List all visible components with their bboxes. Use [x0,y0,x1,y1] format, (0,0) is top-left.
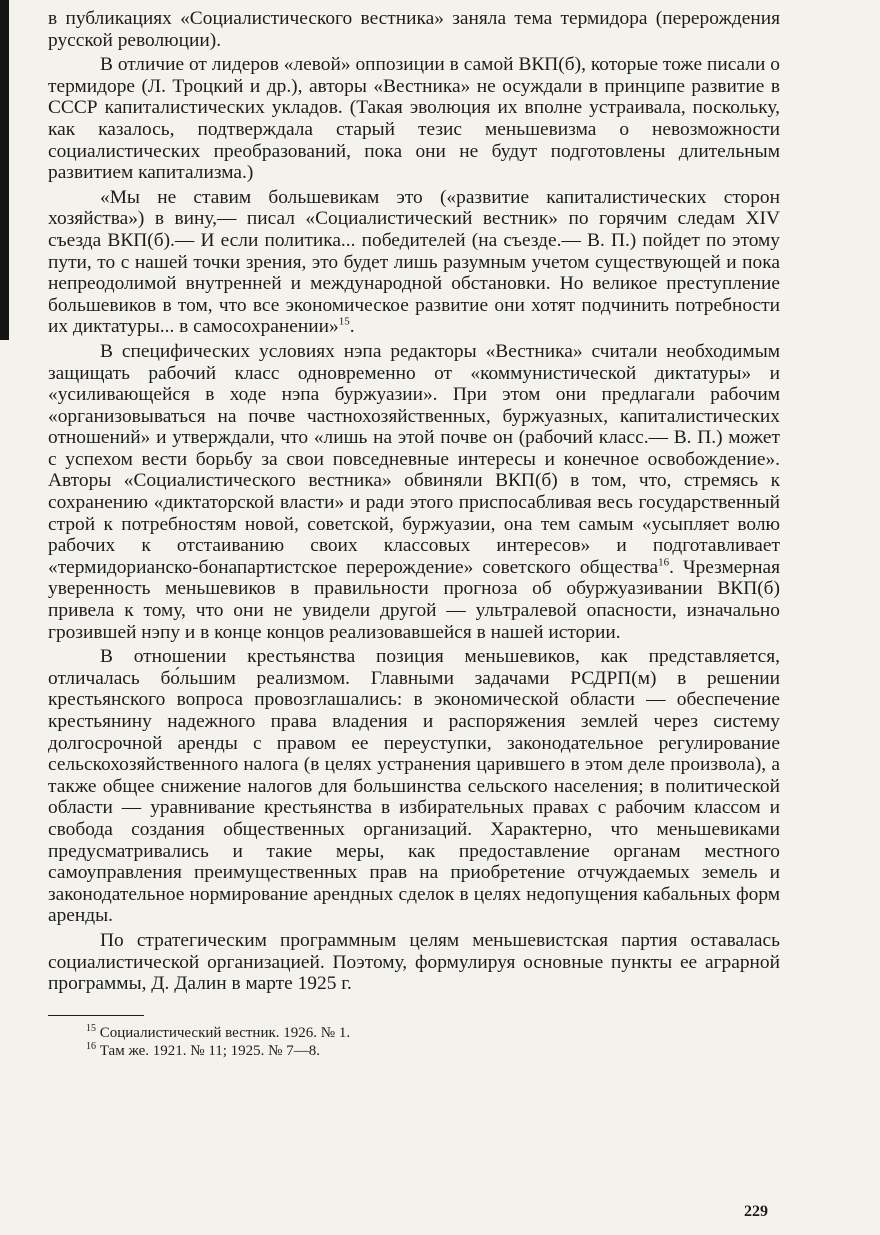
footnote-divider [48,1015,144,1016]
paragraph-text-continued: . Чрезмерная уверенность меньшевиков в правильности прогноза об обуржуазивании ВКП(б) привела к тому, что они не увидели другой — ультралевой опасности, изначально грозившей нэпу и в конце концов реализовавшейся в нашей истории. [48,556,780,643]
document-page [48,8,780,1060]
paragraph-text: «Мы не ставим большевикам это («развитие капиталистических сторон хозяйства») в вину,— писал «Социалистический вестник» по горячим следам XIV съезда ВКП(б).— И если политика... победителей (на съезде.— В. П.) пойдет по этому пути, то с нашей точки зрения, это будет лишь разумным учетом существующей и пока непреодолимой внутренней и международной обстановки. Но великое преступление большевиков в том, что все экономическое развитие они хотят подчинить потребности их диктатуры... в самосохранении» [48,186,780,338]
footnote-mark: 15 [86,1022,96,1034]
paragraph: в публикациях «Социалистического вестника» заняла тема термидора (перерождения русской революции). [48,8,780,51]
body-text [48,8,780,995]
paragraph-text: В специфических условиях нэпа редакторы «Вестника» считали необходимым защищать рабочий класс одновременно от «коммунистической диктатуры» и «усиливающейся в ходе нэпа буржуазии». При этом они предлагали рабочим «организовываться на почве частнохозяйственных, буржуазных, капиталистических отношений» и утверждали, что «лишь на этой почве он (рабочий класс.— В. П.) может с успехом вести борьбу за свои повседневные интересы и конечное освобождение». Авторы «Социалистического вестника» обвиняли ВКП(б) в том, что, стремясь к сохранению «диктаторской власти» и ради этого приспосабливая весь государственный строй к потребностям новой, советской, буржуазии, она тем самым «усыпляет волю рабочих к отстаиванию своих классовых интересов» и подготавливает «термидорианско-бонапартистское перерождение» советского общества [48,340,780,578]
footnotes [48,1024,780,1060]
paragraph: «Мы не ставим большевикам это («развитие капиталистических сторон хозяйства») в вину,— писал «Социалистический вестник» по горячим следам XIV съезда ВКП(б).— И если политика... победителей (на съезде.— В. П.) пойдет по этому пути, то с нашей точки зрения, это будет лишь разумным учетом существующей и пока непреодолимой внутренней и международной обстановки. Но великое преступление большевиков в том, что все экономическое развитие они хотят подчинить потребности их диктатуры... в самосохранении»$^{15}$. [48,186,780,338]
footnote-ref[interactable]: 15 [338,315,350,328]
scan-edge-shadow [0,0,9,340]
footnote-text: Социалистический вестник. 1926. № 1. [99,1024,351,1041]
paragraph: По стратегическим программным целям меньшевистская партия оставалась социалистической организацией. Поэтому, формулируя основные пункты ее аграрной программы, Д. Далин в марте 1925 г. [48,929,780,995]
footnote-text: Там же. 1921. № 11; 1925. № 7—8. [99,1042,320,1059]
paragraph: В отношении крестьянства позиция меньшевиков, как представляется, отличалась бо́льшим реализмом. Главными задачами РСДРП(м) в решении крестьянского вопроса провозглашались: в экономической области — обеспечение крестьянину надежного права владения и распоряжения землей через систему долгосрочной аренды с правом ее переуступки, законодательное регулирование сельскохозяйственного налога (в целях устранения царившего в этом деле произвола), а также общее снижение налогов для большинства сельского населения; в политической области — уравнивание крестьянства в избирательных правах с рабочим классом и свобода создания общественных организаций. Характерно, что меньшевиками предусматривались и такие меры, как предоставление органам местного самоуправления преимущественных прав на приобретение отчуждаемых земель и законодательное нормирование арендных сделок в целях недопущения кабальных форм аренды. [48,646,780,927]
paragraph [48,341,780,643]
footnote-mark: 16 [86,1040,96,1052]
footnote-ref[interactable]: 16 [658,556,670,569]
footnote [86,1042,780,1060]
footnote [86,1024,780,1042]
paragraph: В отличие от лидеров «левой» оппозиции в самой ВКП(б), которые тоже писали о термидоре (Л. Троцкий и др.), авторы «Вестника» не осуждали в принципе развитие в СССР капиталистических укладов. (Такая эволюция их вполне устраивала, поскольку, как казалось, подтверждала старый тезис меньшевизма о невозможности социалистических преобразований, пока они не будут подготовлены длительным развитием капитализма.) [48,54,780,184]
page-number: 229 [744,1203,768,1220]
